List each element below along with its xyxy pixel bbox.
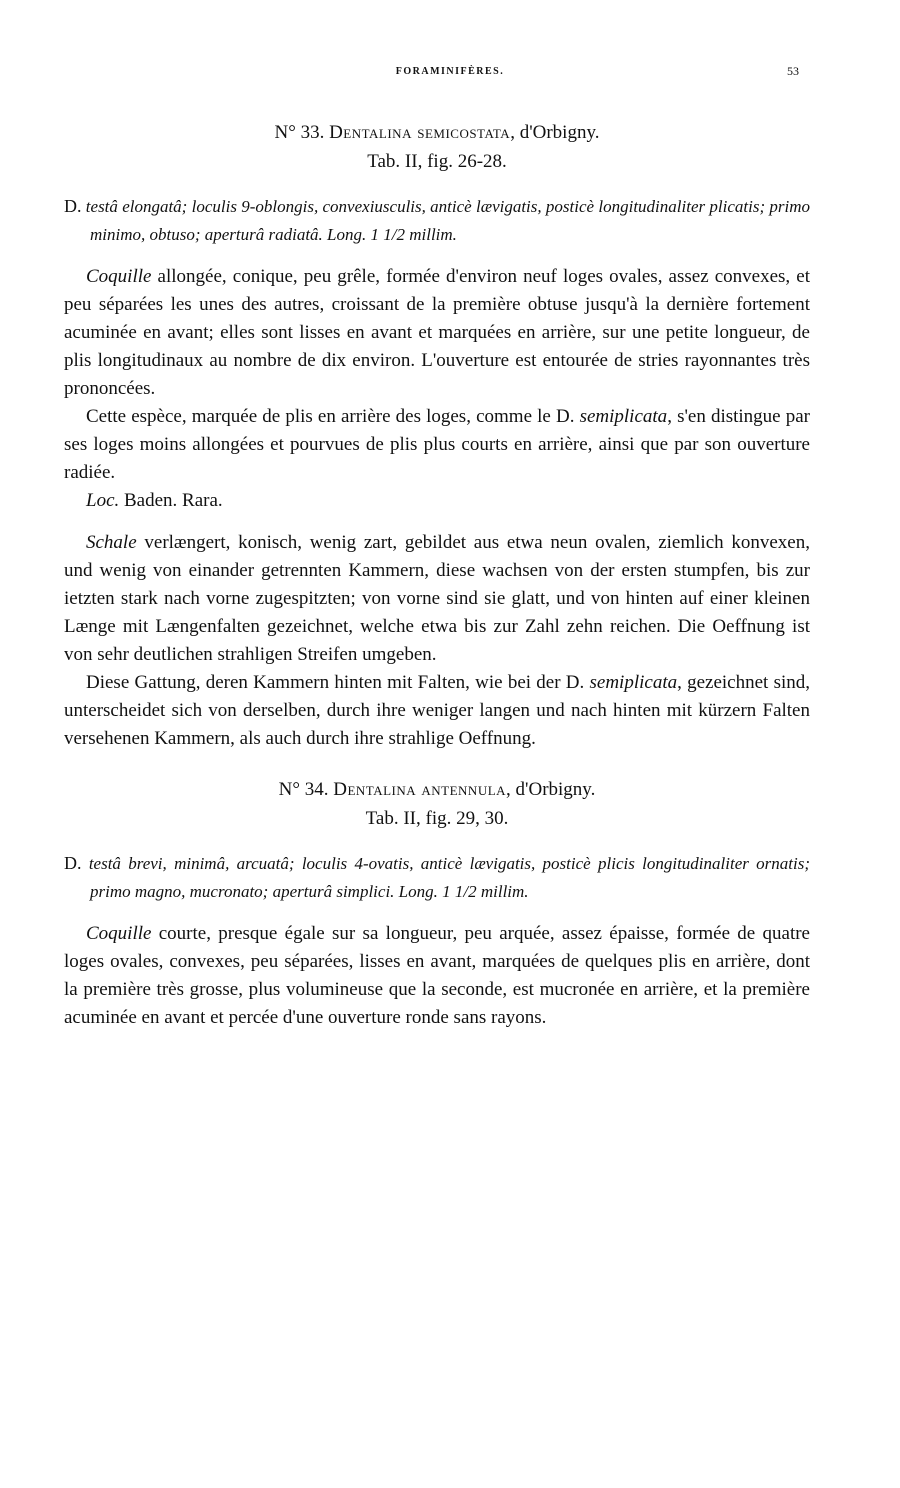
- species-34-name: Dentalina antennula: [333, 779, 507, 800]
- species-33-fr-lead: Coquille: [86, 266, 152, 287]
- species-34-fr-desc: courte, presque égale sur sa longueur, peu arquée, assez épaisse, formée de quatre loges ovales, convexes, peu séparées, lisses en avant, marquées de quelques plis en arrière, dont la première très grosse, plus volumineuse que la seconde, est mucronée en arrière, et la première acuminée en avant et percée d'une ouverture ronde sans rayons.: [64, 923, 810, 1028]
- species-33-fr-compare-b: , s'en distingue par ses loges moins allongées et pourvues de plis plus courts en arrière, ainsi que par son ouverture radiée.: [64, 406, 810, 483]
- species-33-fr-compare-italic: semiplicata: [579, 406, 668, 427]
- species-33-de-compare-b: , gezeichnet sind, unterscheidet sich von derselben, durch ihre weniger langen und nach hinten mit kürzern Falten versehenen Kammern, als auch durch ihre strahlige Oeffnung.: [64, 672, 810, 749]
- species-33-german-description: [64, 529, 810, 669]
- species-34-latin-diagnosis: [64, 849, 810, 906]
- species-34-table-ref: Tab. II, fig. 29, 30.: [365, 808, 509, 829]
- species-33-de-compare-italic: semiplicata: [589, 672, 678, 693]
- species-33-de-compare-a: Diese Gattung, deren Kammern hinten mit Falten, wie bei der D.: [86, 672, 590, 693]
- species-33-latin-diagnosis: [64, 192, 810, 249]
- species-33-fr-compare-a: Cette espèce, marquée de plis en arrière des loges, comme le D.: [86, 406, 580, 427]
- species-33-french-comparison: [64, 403, 810, 487]
- species-34-latin-lead: D.: [64, 853, 82, 873]
- species-33-german-comparison: [64, 669, 810, 753]
- running-title: FORAMINIFÈRES.: [395, 66, 505, 77]
- page-number: 53: [787, 64, 799, 78]
- species-33-number: N° 33.: [274, 122, 325, 143]
- species-34-number: N° 34.: [278, 779, 329, 800]
- species-33-fr-desc: allongée, conique, peu grêle, formée d'environ neuf loges ovales, assez convexes, et peu séparées les unes des autres, croissant de la première obtuse jusqu'à la dernière fortement acuminée en avant; elles sont lisses en avant et marquées en arrière, sur une petite longueur, de plis longitudinaux au nombre de dix environ. L'ouverture est entourée de stries rayonnantes très prononcées.: [64, 266, 810, 399]
- page-content: [64, 118, 810, 1032]
- species-33-de-desc: verlængert, konisch, wenig zart, gebildet aus etwa neun ovalen, ziemlich konvexen, und wenig von einander getrennten Kammern, diese wachsen von der ersten stumpfen, bis zur ietzten stark nach vorne zugespitzten; von vorne sind sie glatt, und von hinten auf einer kleinen Længe mit Længenfalten gezeichnet, welche etwa bis zur Zahl zehn reichen. Die Oeffnung ist von sehr deutlichen strahligen Streifen umgeben.: [64, 532, 810, 665]
- species-34-latin-text: testâ brevi, minimâ, arcuatâ; loculis 4-ovatis, anticè lævigatis, posticè plicis longitudinaliter ornatis; primo magno, mucronato; aperturâ simplici. Long. 1 1/2 millim.: [88, 854, 811, 901]
- species-33-author: , d'Orbigny.: [510, 122, 600, 143]
- species-34-author: , d'Orbigny.: [506, 779, 596, 800]
- species-33-locality: [64, 487, 810, 515]
- species-33-loc-text: Baden. Rara.: [119, 490, 223, 511]
- species-34-french-description: [64, 920, 810, 1032]
- species-33-heading: [64, 118, 810, 176]
- species-33-latin-text: testâ elongatâ; loculis 9-oblongis, convexiusculis, anticè lævigatis, posticè longitudinaliter plicatis; primo minimo, obtuso; aperturâ radiatâ. Long. 1 1/2 millim.: [85, 197, 811, 244]
- species-33-name: Dentalina semicostata: [329, 122, 511, 143]
- species-33-table-ref: Tab. II, fig. 26-28.: [367, 151, 507, 172]
- species-33-french-description: [64, 263, 810, 403]
- species-33-latin-lead: D.: [64, 196, 82, 216]
- species-33-loc-label: Loc.: [86, 490, 120, 511]
- species-34-fr-lead: Coquille: [86, 923, 152, 944]
- species-33-de-lead: Schale: [86, 532, 137, 553]
- species-34-heading: [64, 775, 810, 833]
